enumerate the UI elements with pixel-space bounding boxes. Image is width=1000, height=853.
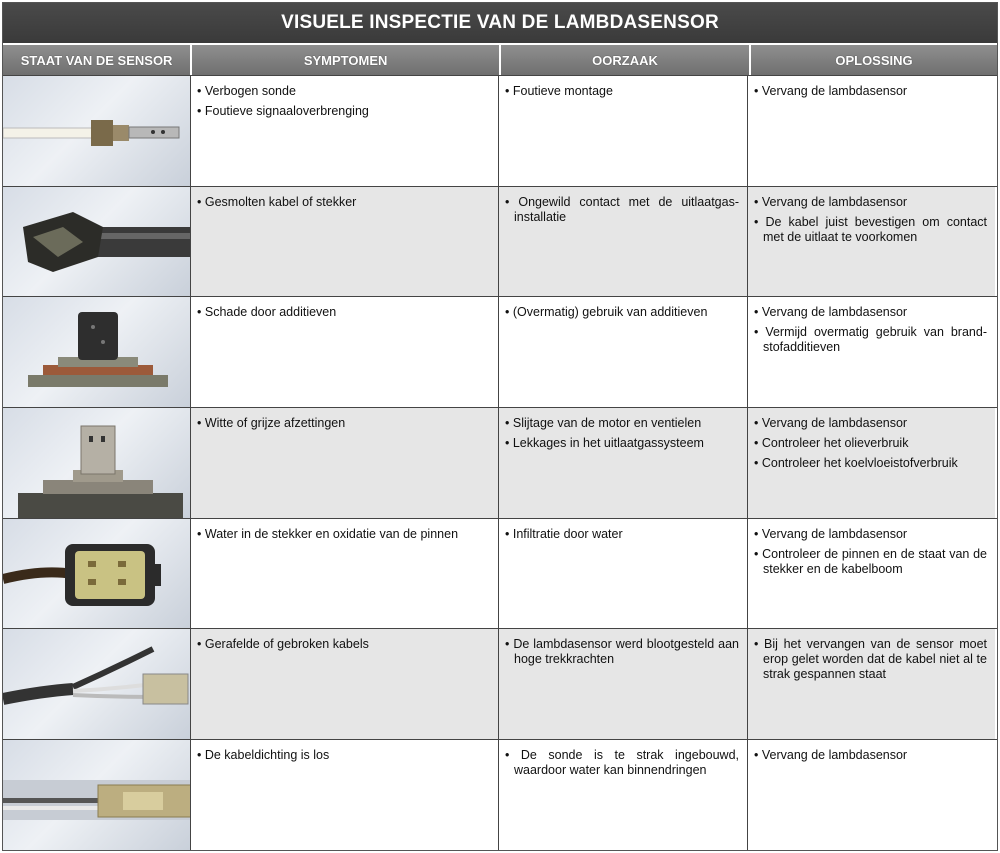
bullet-item: • Foutieve signaaloverbrenging: [197, 104, 490, 119]
sensor-photo: [3, 408, 191, 518]
cause-cell: [499, 519, 748, 629]
bullet-item: • Controleer het olieverbruik: [754, 436, 987, 451]
bullet-item: • De lambdasensor werd blootgesteld aan hoge trekkrachten: [505, 637, 739, 667]
header-cause: OORZAAK: [501, 45, 751, 75]
symptom-cell: [191, 76, 499, 186]
bullet-item: • De kabel juist bevestigen om contact met de uitlaat te voorkomen: [754, 215, 987, 245]
table-row: [3, 518, 997, 629]
symptom-cell: [191, 187, 499, 297]
table-title: VISUELE INSPECTIE VAN DE LAMBDASENSOR: [3, 3, 997, 45]
symptom-cell: [191, 519, 499, 629]
bullet-item: • Water in de stekker en oxidatie van de pinnen: [197, 527, 490, 542]
bullet-item: • Controleer het koelvloeistofverbruik: [754, 456, 987, 471]
bullet-item: • Controleer de pinnen en de staat van de stekker en de kabelboom: [754, 547, 987, 577]
bullet-item: • Vervang de lambdasensor: [754, 305, 987, 320]
bullet-item: • De sonde is te strak ingebouwd, waardoor water kan binnendringen: [505, 748, 739, 778]
solution-cell: [748, 76, 995, 186]
header-solution: OPLOSSING: [751, 45, 997, 75]
solution-cell: [748, 408, 995, 518]
sensor-photo: [3, 297, 191, 407]
bullet-item: • Schade door additieven: [197, 305, 490, 320]
cause-cell: [499, 740, 748, 850]
bullet-item: • Vervang de lambdasensor: [754, 748, 987, 763]
table-row: [3, 75, 997, 186]
table-row: [3, 739, 997, 850]
cause-cell: [499, 187, 748, 297]
bullet-item: • Vervang de lambdasensor: [754, 416, 987, 431]
sensor-photo: [3, 76, 191, 186]
solution-cell: [748, 187, 995, 297]
cause-cell: [499, 629, 748, 739]
table-header: [3, 45, 997, 75]
bullet-item: • Gesmolten kabel of stekker: [197, 195, 490, 210]
symptom-cell: [191, 740, 499, 850]
cause-cell: [499, 76, 748, 186]
sensor-photo: [3, 629, 191, 739]
bullet-item: • Vermijd overmatig gebruik van brand-stofadditieven: [754, 325, 987, 355]
table-row: [3, 296, 997, 407]
cause-cell: [499, 408, 748, 518]
bullet-item: • Bij het vervangen van de sensor moet erop gelet worden dat de kabel niet al te strak gespannen staat: [754, 637, 987, 682]
solution-cell: [748, 740, 995, 850]
solution-cell: [748, 297, 995, 407]
cause-cell: [499, 297, 748, 407]
table-row: [3, 628, 997, 739]
bullet-item: • Foutieve montage: [505, 84, 739, 99]
inspection-table: [2, 2, 998, 851]
bullet-item: • Vervang de lambdasensor: [754, 195, 987, 210]
header-state: STAAT VAN DE SENSOR: [3, 45, 192, 75]
bullet-item: • Vervang de lambdasensor: [754, 84, 987, 99]
bullet-item: • Vervang de lambdasensor: [754, 527, 987, 542]
bullet-item: • Ongewild contact met de uitlaatgas-installatie: [505, 195, 739, 225]
header-symptoms: SYMPTOMEN: [192, 45, 501, 75]
bullet-item: • Slijtage van de motor en ventielen: [505, 416, 739, 431]
table-body: [3, 75, 997, 850]
bullet-item: • Infiltratie door water: [505, 527, 739, 542]
bullet-item: • Verbogen sonde: [197, 84, 490, 99]
bullet-item: • Lekkages in het uitlaatgassysteem: [505, 436, 739, 451]
table-row: [3, 407, 997, 518]
bullet-item: • Witte of grijze afzettingen: [197, 416, 490, 431]
table-row: [3, 186, 997, 297]
bullet-item: • (Overmatig) gebruik van additieven: [505, 305, 739, 320]
sensor-photo: [3, 740, 191, 850]
sensor-photo: [3, 187, 191, 297]
bullet-item: • Gerafelde of gebroken kabels: [197, 637, 490, 652]
symptom-cell: [191, 408, 499, 518]
sensor-photo: [3, 519, 191, 629]
bullet-item: • De kabeldichting is los: [197, 748, 490, 763]
solution-cell: [748, 519, 995, 629]
symptom-cell: [191, 629, 499, 739]
solution-cell: [748, 629, 995, 739]
symptom-cell: [191, 297, 499, 407]
